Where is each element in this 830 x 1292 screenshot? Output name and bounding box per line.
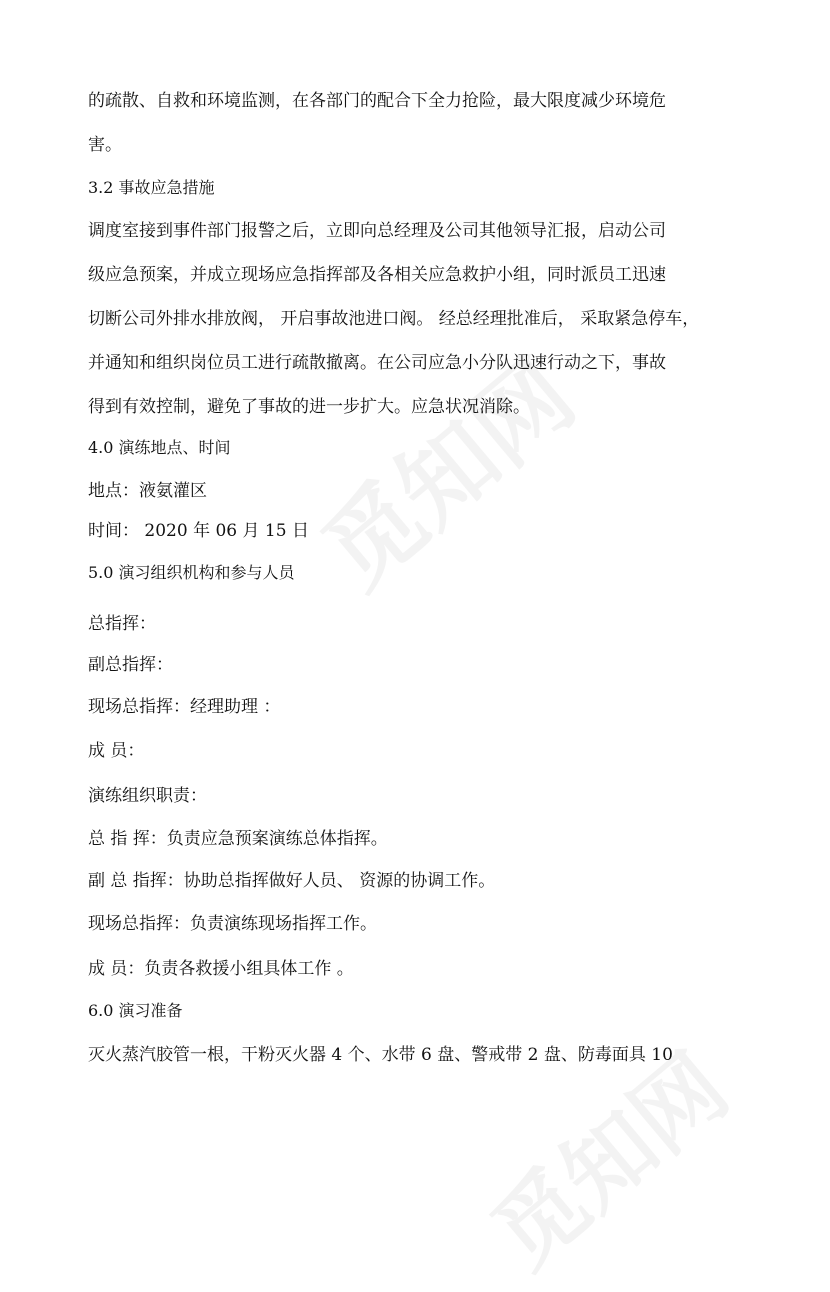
role-line: 成 员：	[88, 741, 145, 761]
role-line: 总指挥：	[88, 614, 156, 634]
section-heading-3-2: 3.2 事故应急措施	[88, 178, 215, 197]
responsibility-line: 副 总 指挥：协助总指挥做好人员、 资源的协调工作。	[88, 871, 496, 891]
location-line: 地点：液氨灌区	[88, 481, 207, 501]
responsibility-line: 总 指 挥：负责应急预案演练总体指挥。	[88, 829, 388, 849]
responsibilities-heading: 演练组织职责：	[88, 786, 207, 806]
responsibility-line: 成 员：负责各救援小组具体工作 。	[88, 959, 354, 979]
paragraph-line: 切断公司外排水排放阀， 开启事故池进口阀。 经总经理批准后， 采取紧急停车，	[88, 309, 700, 329]
section-heading-6-0: 6.0 演习准备	[88, 1001, 183, 1020]
paragraph-line: 灭火蒸汽胶管一根，干粉灭火器 4 个、水带 6 盘、警戒带 2 盘、防毒面具 10	[88, 1045, 673, 1065]
paragraph-line: 害。	[88, 135, 122, 155]
paragraph-line: 的疏散、自救和环境监测，在各部门的配合下全力抢险，最大限度减少环境危	[88, 91, 666, 111]
role-line: 副总指挥：	[88, 655, 173, 675]
paragraph-line: 并通知和组织岗位员工进行疏散撤离。在公司应急小分队迅速行动之下，事故	[88, 353, 666, 373]
paragraph-line: 调度室接到事件部门报警之后，立即向总经理及公司其他领导汇报，启动公司	[88, 221, 666, 241]
time-line: 时间： 2020 年 06 月 15 日	[88, 521, 309, 541]
paragraph-line: 级应急预案，并成立现场应急指挥部及各相关应急救护小组，同时派员工迅速	[88, 265, 666, 285]
responsibility-line: 现场总指挥：负责演练现场指挥工作。	[88, 914, 377, 934]
paragraph-line: 得到有效控制，避免了事故的进一步扩大。应急状况消除。	[88, 397, 530, 417]
section-heading-5-0: 5.0 演习组织机构和参与人员	[88, 563, 295, 582]
role-line: 现场总指挥：经理助理 ：	[88, 697, 281, 717]
section-heading-4-0: 4.0 演练地点、时间	[88, 438, 231, 457]
